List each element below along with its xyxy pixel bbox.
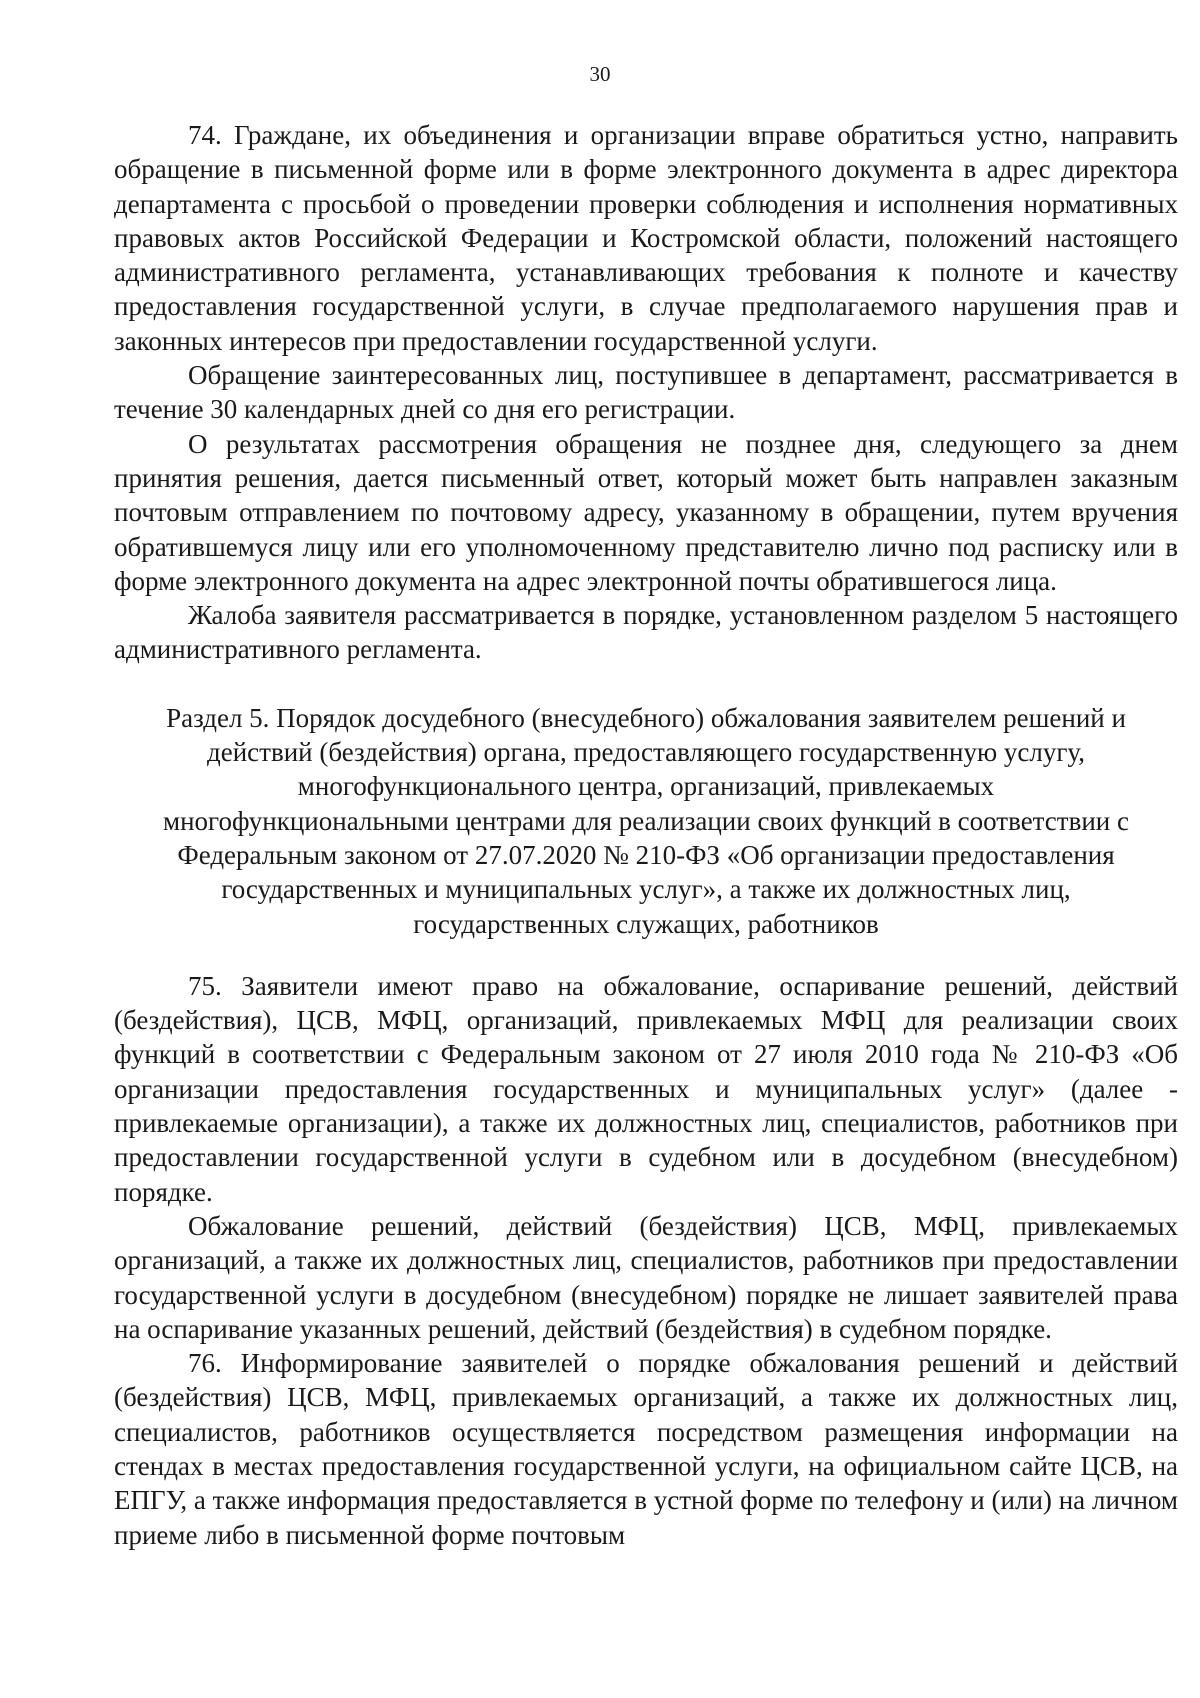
paragraph-appeal-review-period: Обращение заинтересованных лиц, поступившее в департамент, рассматривается в течение 30 календарных дней со дня его регистрации.: [114, 360, 1178, 425]
paragraph-74: 74. Граждане, их объединения и организации вправе обратиться устно, направить обращение в письменной форме или в форме электронного документа в адрес директора департамента с просьбой о проведении проверки соблюдения и исполнения нормативных правовых актов Российской Федерации и Костромской области, положений настоящего административного регламента, устанавливающих требования к полноте и качеству предоставления государственной услуги, в случае предполагаемого нарушения прав и законных интересов при предоставлении государственной услуги.: [114, 120, 1178, 356]
section-heading-line: Раздел 5. Порядок досудебного (внесудебного) обжалования заявителем решений и: [166, 702, 1126, 733]
paragraph-75: 75. Заявители имеют право на обжалование, оспаривание решений, действий (бездействия), ЦСВ, МФЦ, организаций, привлекаемых МФЦ для реализации своих функций в соответствии с Федеральным законом от 27 июля 2010 года № 210-ФЗ «Об организации предоставления государственных и муниципальных услуг» (далее - привлекаемые организации), а также их должностных лиц, специалистов, работников при предоставлении государственной услуги в судебном или в досудебном (внесудебном) порядке.: [114, 970, 1178, 1207]
document-body: [114, 118, 1178, 1552]
paragraph-76: 76. Информирование заявителей о порядке обжалования решений и действий (бездействия) ЦСВ, МФЦ, привлекаемых организаций, а также их должностных лиц, специалистов, работников осуществляется посредством размещения информации на стендах в местах предоставления государственной услуги, на официальном сайте ЦСВ, на ЕПГУ, а также информация предоставляется в устной форме по телефону и (или) на личном приеме либо в письменной форме почтовым: [114, 1348, 1178, 1550]
section-heading-line: действий (бездействия) органа, предоставляющего государственную услугу,: [207, 737, 1085, 768]
section-heading-line: государственных и муниципальных услуг», а также их должностных лиц,: [221, 874, 1071, 905]
paragraph-appeal-not-limiting: Обжалование решений, действий (бездействия) ЦСВ, МФЦ, привлекаемых организаций, а также их должностных лиц, специалистов, работников при предоставлении государственной услуги в досудебном (внесудебном) порядке не лишает заявителей права на оспаривание указанных решений, действий (бездействия) в судебном порядке.: [114, 1210, 1178, 1344]
section-heading-line: многофункциональными центрами для реализации своих функций в соответствии с: [163, 805, 1129, 836]
section-heading-line: государственных служащих, работников: [413, 908, 879, 939]
section-heading-line: Федеральным законом от 27.07.2020 № 210-ФЗ «Об организации предоставления: [177, 839, 1115, 870]
page-number: 30: [589, 62, 611, 86]
paragraph-appeal-results: О результатах рассмотрения обращения не позднее дня, следующего за днем принятия решения, дается письменный ответ, который может быть направлен заказным почтовым отправлением по почтовому адресу, указанному в обращении, путем вручения обратившемуся лицу или его уполномоченному представителю лично под расписку или в форме электронного документа на адрес электронной почты обратившегося лица.: [114, 428, 1178, 596]
section-heading-line: многофункционального центра, организаций, привлекаемых: [297, 771, 995, 802]
paragraph-complaint-procedure: Жалоба заявителя рассматривается в порядке, установленном разделом 5 настоящего административного регламента.: [114, 600, 1178, 665]
section-5-heading: [114, 701, 1178, 941]
